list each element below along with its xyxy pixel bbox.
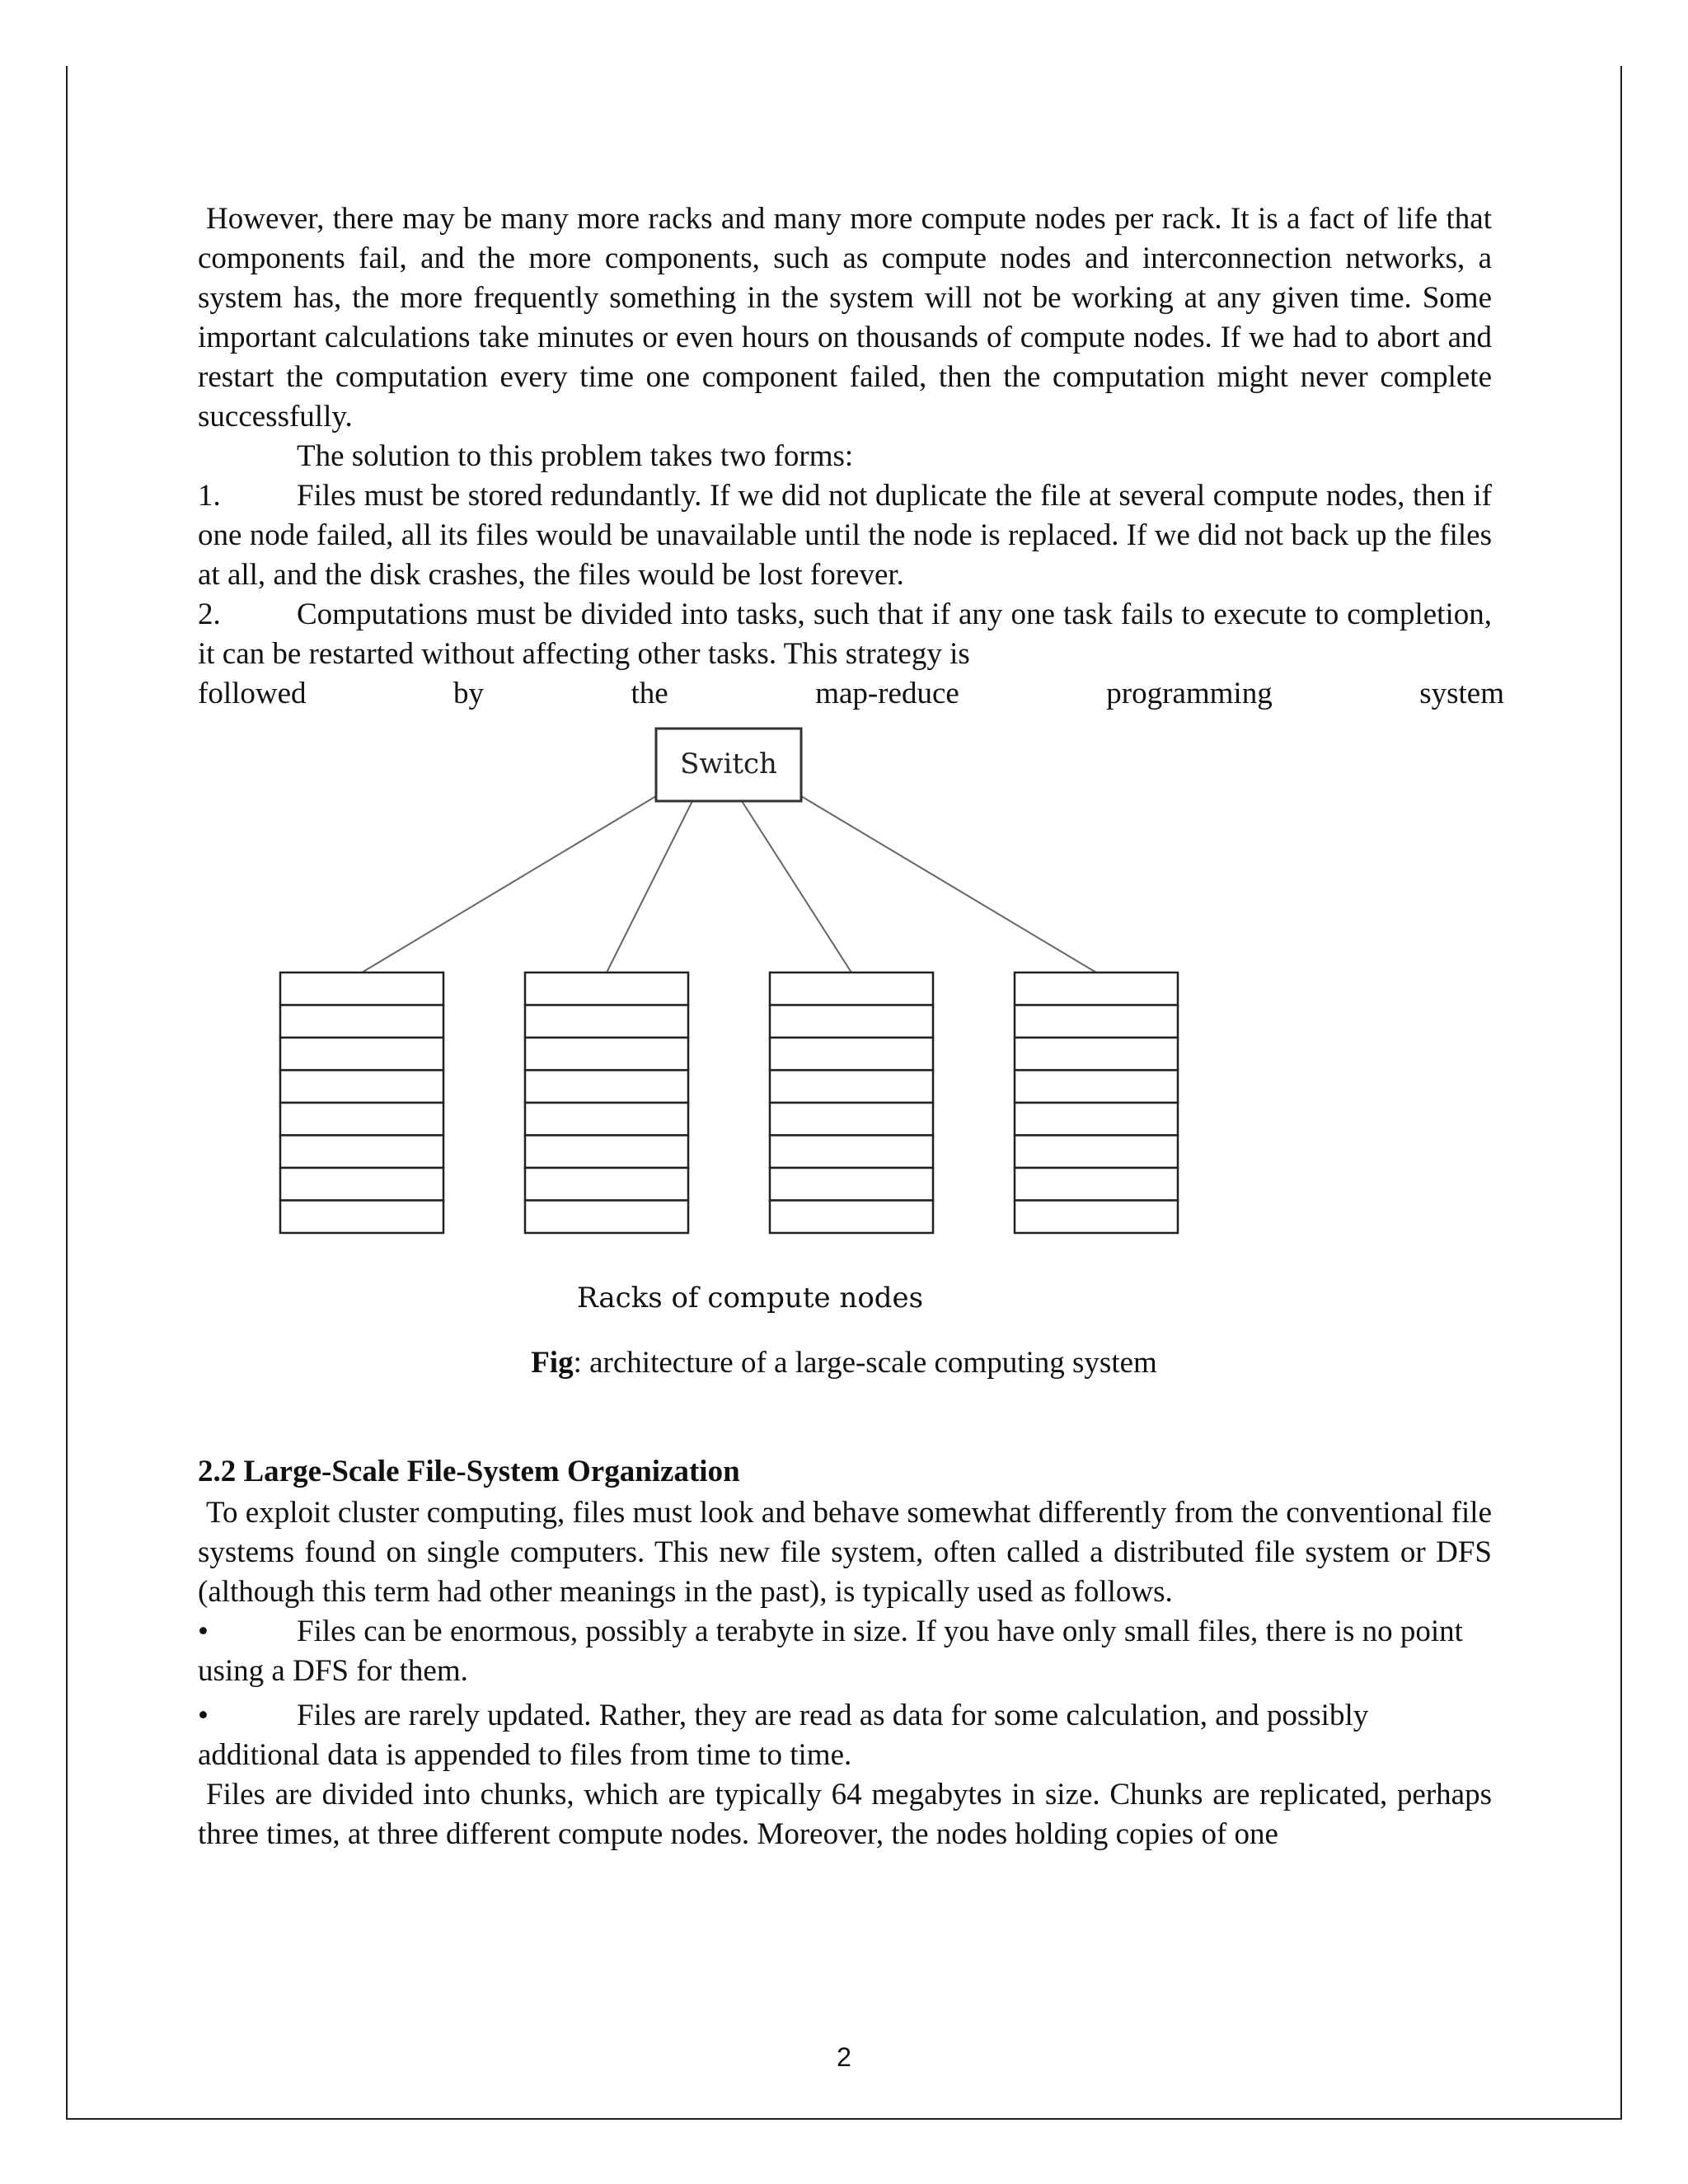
compute-node bbox=[770, 1071, 933, 1104]
page-border-right bbox=[1620, 66, 1622, 2120]
compute-node bbox=[280, 1136, 443, 1169]
compute-node bbox=[1015, 1201, 1178, 1234]
bullet-item-1-text: Files can be enormous, possibly a terabyte in size. If you have only small files, there is no point using a DFS for them. bbox=[198, 1615, 1463, 1688]
compute-node bbox=[525, 1038, 688, 1071]
rack bbox=[1015, 972, 1178, 1233]
section-heading: 2.2 Large-Scale File-System Organization bbox=[198, 1455, 740, 1488]
compute-node bbox=[280, 972, 443, 1005]
bullet-marker: • bbox=[198, 1699, 209, 1732]
switch-node bbox=[656, 729, 801, 801]
bullet-item-2-text: Files are rarely updated. Rather, they are read as data for some calculation, and possibly additional data is appended to files from time to time. bbox=[198, 1699, 1369, 1772]
compute-node bbox=[525, 972, 688, 1005]
bottom-text-block bbox=[198, 1493, 1492, 1854]
network-link bbox=[607, 801, 692, 972]
compute-node bbox=[525, 1201, 688, 1234]
compute-node bbox=[280, 1005, 443, 1038]
compute-node bbox=[280, 1201, 443, 1234]
compute-node bbox=[770, 1136, 933, 1169]
page-border-bottom bbox=[66, 2118, 1622, 2120]
racks-group bbox=[280, 972, 1178, 1233]
rack bbox=[280, 972, 443, 1233]
compute-node bbox=[280, 1168, 443, 1201]
compute-node bbox=[280, 1103, 443, 1136]
network-link bbox=[362, 796, 656, 972]
switch-label: Switch bbox=[680, 748, 777, 780]
cluster-architecture-diagram bbox=[272, 725, 1212, 1335]
compute-node bbox=[1015, 1005, 1178, 1038]
paragraph-dfs: To exploit cluster computing, files must look and behave somewhat differently from the conventional file systems found on single computers. This new file system, often called a distributed file system or DFS (although this term had other meanings in the past), is typically used as follows. bbox=[198, 1496, 1492, 1609]
list-item-1 bbox=[198, 476, 1492, 595]
rack bbox=[525, 972, 688, 1233]
diagram-caption: Racks of compute nodes bbox=[577, 1282, 924, 1315]
list-marker-2: 2. bbox=[198, 598, 221, 631]
network-link bbox=[742, 801, 851, 972]
list-item-1-text: Files must be stored redundantly. If we did not duplicate the file at several compute nodes, then if one node failed, all its files would be unavailable until the node is replaced. If we did not back up the files at all, and the disk crashes, the files would be lost forever. bbox=[198, 479, 1492, 592]
compute-node bbox=[1015, 1103, 1178, 1136]
word: followed bbox=[198, 677, 307, 710]
top-text-block bbox=[198, 199, 1504, 714]
compute-node bbox=[770, 1103, 933, 1136]
bullet-marker: • bbox=[198, 1615, 209, 1648]
network-link bbox=[801, 796, 1096, 972]
compute-node bbox=[770, 1168, 933, 1201]
compute-node bbox=[1015, 972, 1178, 1005]
compute-node bbox=[525, 1071, 688, 1104]
compute-node bbox=[525, 1168, 688, 1201]
word: system bbox=[1419, 677, 1504, 710]
compute-node bbox=[770, 1038, 933, 1071]
network-links bbox=[362, 796, 1096, 972]
compute-node bbox=[770, 1005, 933, 1038]
compute-node bbox=[525, 1136, 688, 1169]
page-number: 2 bbox=[837, 2042, 851, 2072]
word: programming bbox=[1106, 677, 1273, 710]
paragraph-chunks: Files are divided into chunks, which are typically 64 megabytes in size. Chunks are replicated, perhaps three times, at three different compute nodes. Moreover, the nodes holding copies of one bbox=[198, 1778, 1492, 1851]
compute-node bbox=[1015, 1136, 1178, 1169]
list-item-2-last-line bbox=[198, 674, 1504, 714]
paragraph-intro: However, there may be many more racks and many more compute nodes per rack. It is a fact of life that components fail, and the more components, such as compute nodes and interconnection networks, a system has, the more frequently something in the system will not be working at any given time. Some important calculations take minutes or even hours on thousands of compute nodes. If we had to abort and restart the computation every time one component failed, then the computation might never complete successfully. bbox=[198, 202, 1492, 434]
bullet-item-1 bbox=[198, 1612, 1492, 1691]
compute-node bbox=[1015, 1071, 1178, 1104]
compute-node bbox=[525, 1005, 688, 1038]
word: by bbox=[453, 677, 485, 710]
compute-node bbox=[770, 1201, 933, 1234]
figure-caption-label: Fig bbox=[531, 1346, 574, 1380]
figure-caption bbox=[0, 1345, 1688, 1380]
rack bbox=[770, 972, 933, 1233]
compute-node bbox=[1015, 1168, 1178, 1201]
page-border-left bbox=[66, 66, 68, 2120]
figure-caption-text: : architecture of a large-scale computing system bbox=[573, 1346, 1157, 1380]
compute-node bbox=[1015, 1038, 1178, 1071]
list-item-2 bbox=[198, 595, 1492, 674]
compute-node bbox=[525, 1103, 688, 1136]
solution-intro: The solution to this problem takes two forms: bbox=[297, 439, 854, 473]
compute-node bbox=[280, 1071, 443, 1104]
bullet-item-2 bbox=[198, 1696, 1492, 1775]
word: the bbox=[631, 677, 668, 710]
word: map-reduce bbox=[815, 677, 959, 710]
list-marker-1: 1. bbox=[198, 479, 221, 513]
list-item-2-text: Computations must be divided into tasks, such that if any one task fails to execute to completion, it can be restarted without affecting other tasks. This strategy is bbox=[198, 598, 1492, 671]
compute-node bbox=[280, 1038, 443, 1071]
compute-node bbox=[770, 972, 933, 1005]
